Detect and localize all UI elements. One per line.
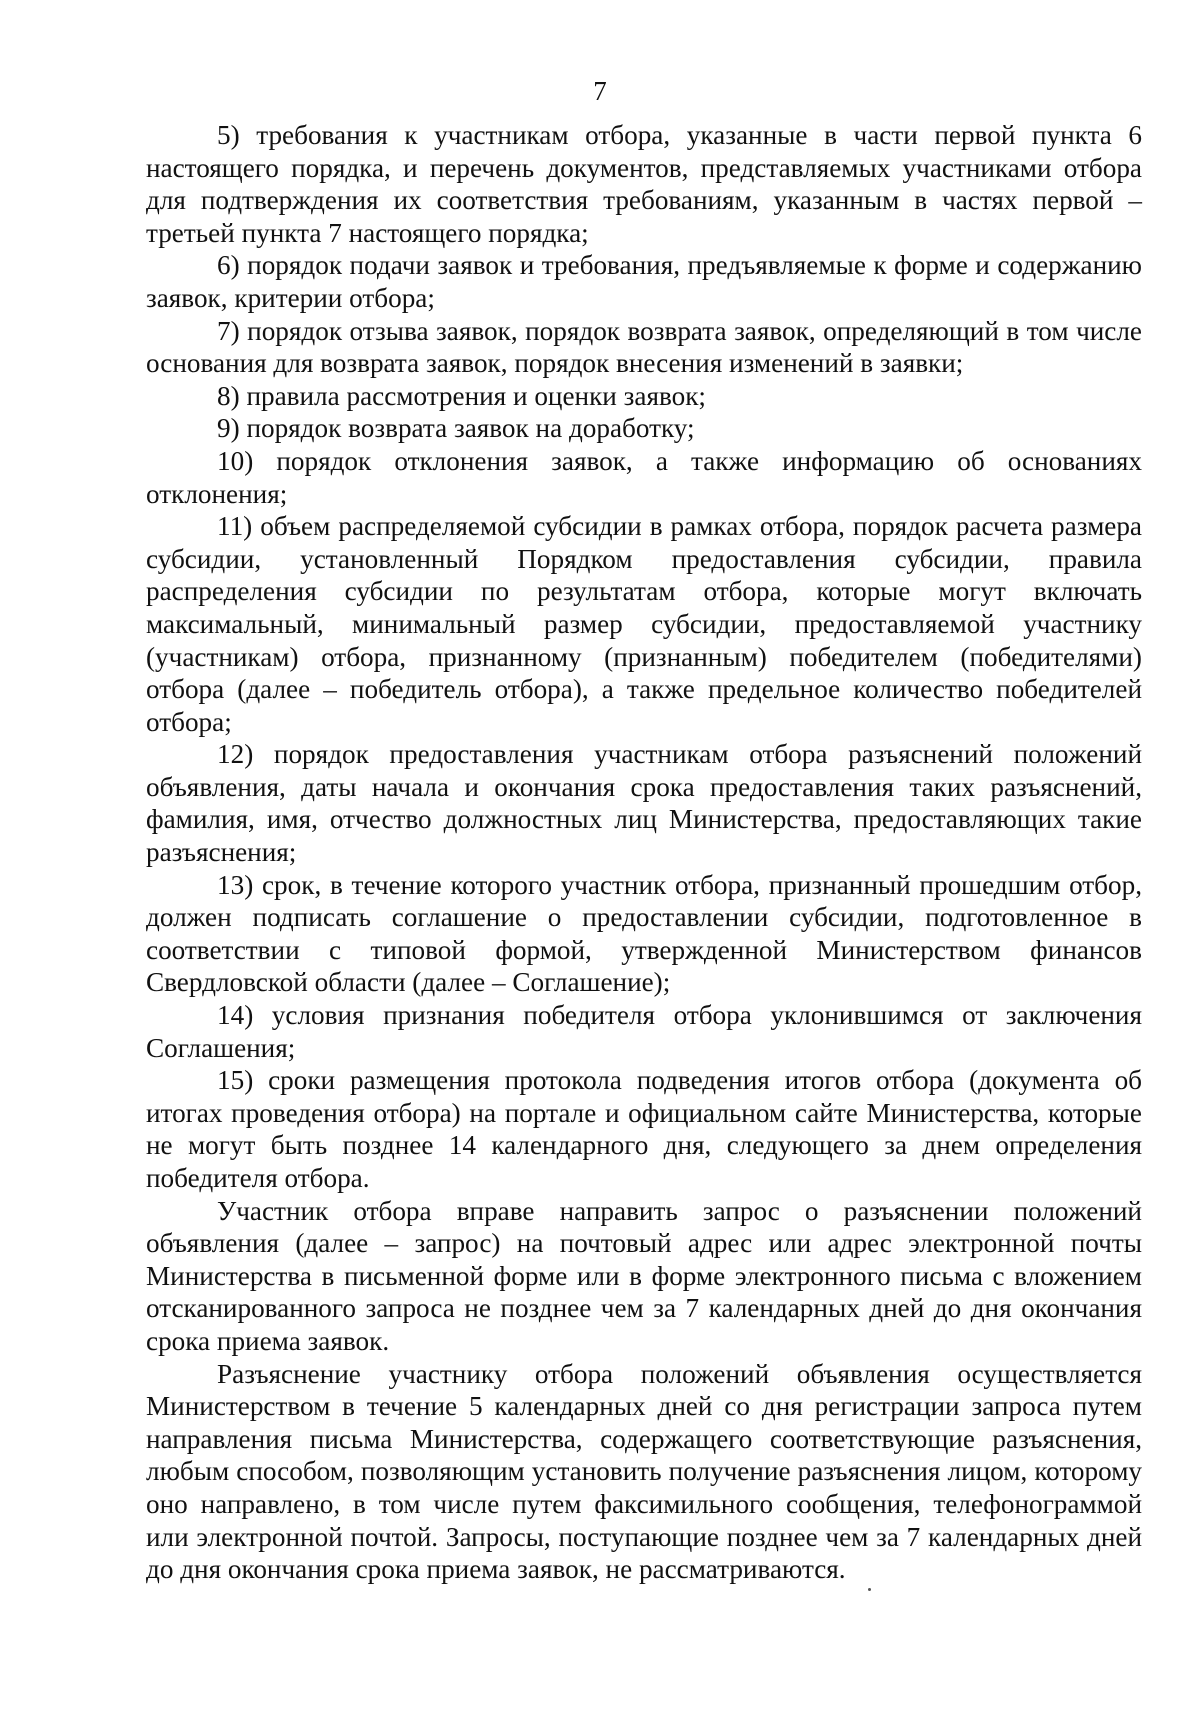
scan-speck	[868, 1588, 871, 1591]
paragraph-item-14: 14) условия признания победителя отбора уклонившимся от заключения Соглашения;	[146, 1000, 1142, 1063]
paragraph-clarification-rules: Разъяснение участнику отбора положений объявления осуществляется Министерством в течение 5 календарных дней со дня регистрации запроса путем направления письма Министерства, содержащего соответствующие разъяснения, любым способом, позволяющим установить получение разъяснения лицом, которому оно направлено, в том числе путем факсимильного сообщения, телефонограммой или электронной почтой. Запросы, поступающие позднее чем за 7 календарных дней до дня окончания срока приема заявок, не рассматриваются.	[146, 1358, 1142, 1585]
paragraph-item-6: 6) порядок подачи заявок и требования, предъявляемые к форме и содержанию заявок, критерии отбора;	[146, 250, 1142, 313]
paragraph-item-7: 7) порядок отзыва заявок, порядок возврата заявок, определяющий в том числе основания для возврата заявок, порядок внесения изменений в заявки;	[146, 315, 1142, 379]
paragraph-request-rules: Участник отбора вправе направить запрос о разъяснении положений объявления (далее – запрос) на почтовый адрес или адрес электронной почты Министерства в письменной форме или в форме электронного письма с вложением отсканированного запроса не позднее чем за 7 календарных дней до дня окончания срока приема заявок.	[146, 1195, 1142, 1356]
paragraph-item-9: 9) порядок возврата заявок на доработку;	[217, 413, 695, 444]
paragraph-item-10: 10) порядок отклонения заявок, а также информацию об основаниях отклонения;	[146, 445, 1142, 509]
document-body	[146, 119, 1142, 1586]
paragraph-item-12: 12) порядок предоставления участникам отбора разъяснений положений объявления, даты начала и окончания срока предоставления таких разъяснений, фамилия, имя, отчество должностных лиц Министерства, предоставляющих такие разъяснения;	[146, 739, 1142, 868]
paragraph-item-5: 5) требования к участникам отбора, указанные в части первой пункта 6 настоящего порядка, и перечень документов, представляемых участниками отбора для подтверждения их соответствия требованиям, указанным в частях первой – третьей пункта 7 настоящего порядка;	[146, 120, 1142, 248]
page-number: 7	[593, 76, 607, 106]
paragraph-item-8: 8) правила рассмотрения и оценки заявок;	[217, 380, 706, 411]
paragraph-item-15: 15) сроки размещения протокола подведения итогов отбора (документа об итогах проведения отбора) на портале и официальном сайте Министерства, которые не могут быть позднее 14 календарного дня, следующего за днем определения победителя отбора.	[146, 1065, 1142, 1193]
paragraph-item-11: 11) объем распределяемой субсидии в рамках отбора, порядок расчета размера субсидии, установленный Порядком предоставления субсидии, правила распределения субсидии по результатам отбора, которые могут включать максимальный, минимальный размер субсидии, предоставляемой участнику (участникам) отбора, признанному (признанным) победителем (победителями) отбора (далее – победитель отбора), а также предельное количество победителей отбора;	[146, 511, 1142, 737]
paragraph-item-13: 13) срок, в течение которого участник отбора, признанный прошедшим отбор, должен подписать соглашение о предоставлении субсидии, подготовленное в соответствии с типовой формой, утвержденной Министерством финансов Свердловской области (далее – Соглашение);	[146, 869, 1142, 998]
